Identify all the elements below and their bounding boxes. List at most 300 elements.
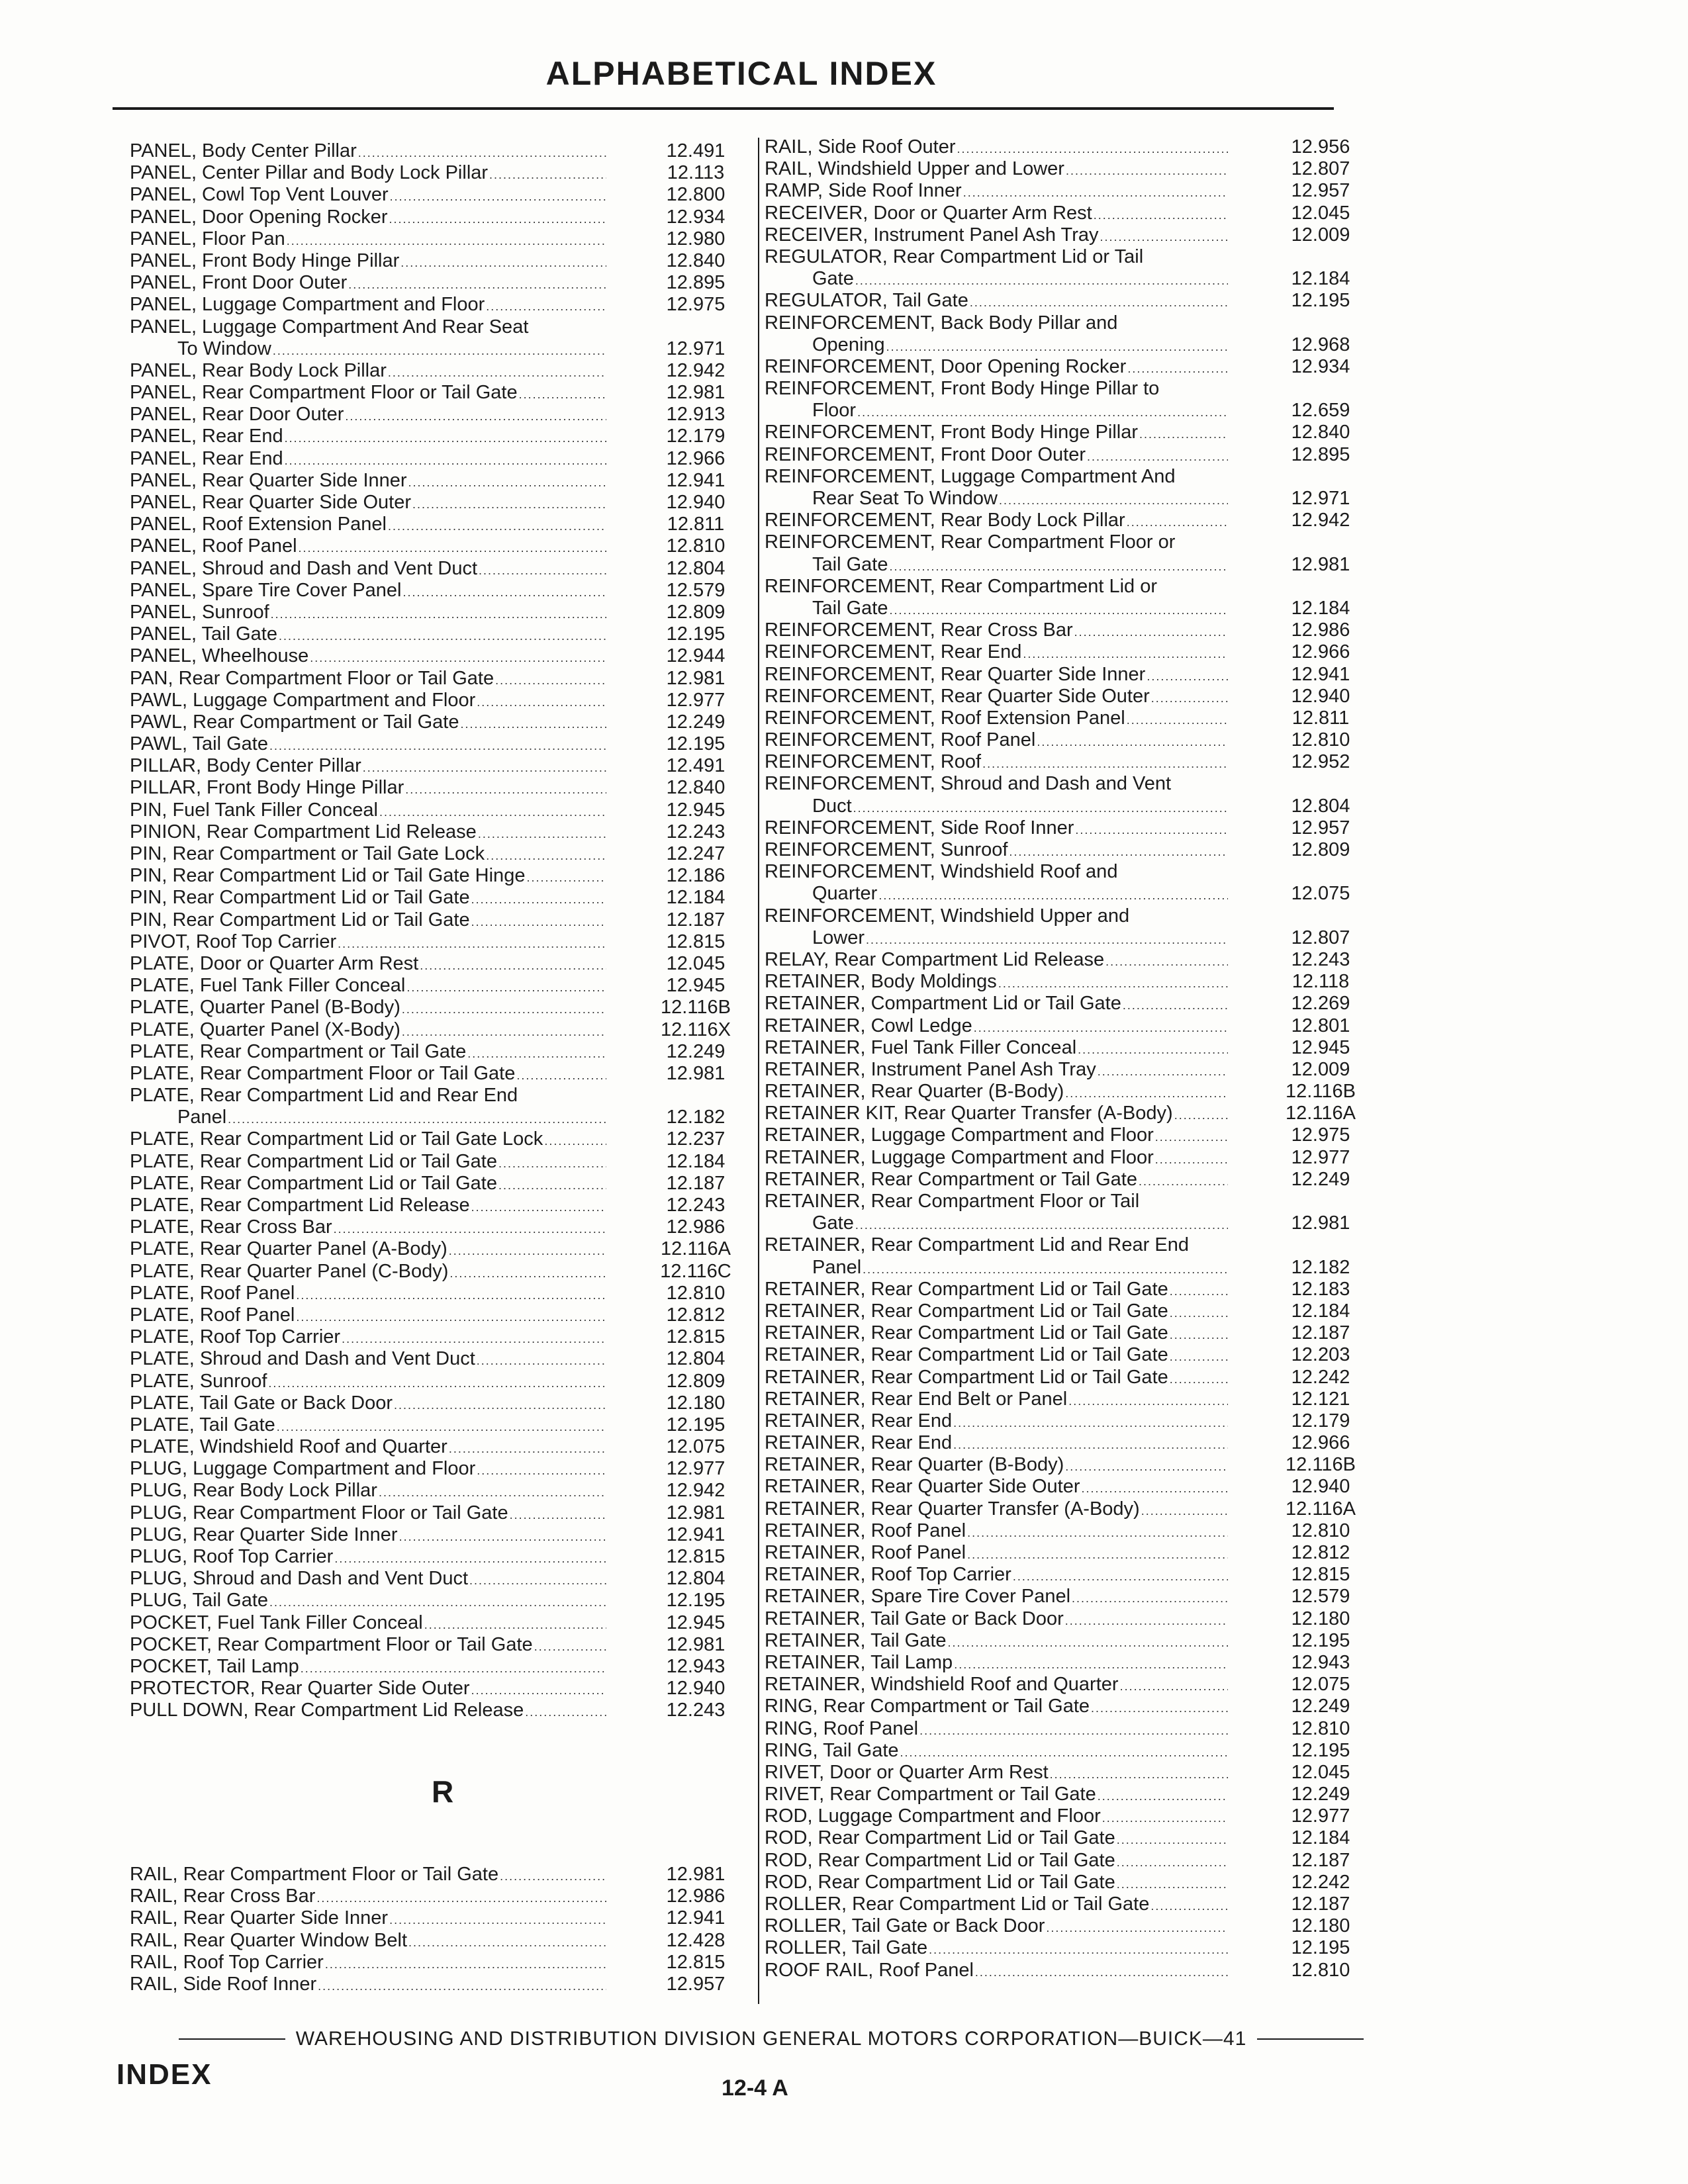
leader-dots [1009,841,1228,863]
entry-name [130,1107,606,1130]
entry-name-text: PLATE, Sunroof [130,1370,267,1392]
entry-name-text: PANEL, Sunroof [130,601,269,623]
index-entry [130,1326,759,1348]
leader-dots [296,1306,606,1328]
index-entry [765,268,1374,290]
entry-name [130,206,606,230]
entry-name [130,1128,606,1152]
leader-dots [316,1888,606,1909]
entry-page: 12.815 [666,1326,726,1348]
entry-name-text: RETAINER, Rear Compartment Lid or Tail Gate [765,1278,1168,1300]
leader-dots [1117,1852,1228,1874]
entry-name [130,1886,606,1909]
entry-name-text: Floor [812,400,857,422]
index-entry [765,817,1374,839]
entry-name [130,909,606,933]
entry-page: 12.045 [1291,1761,1350,1783]
entry-name [130,799,606,823]
entry-name [765,1344,1228,1368]
entry-name-text: PLATE, Rear Compartment Lid or Tail Gate [130,1150,497,1172]
leader-dots [1098,1786,1228,1807]
entry-name [765,641,1228,665]
entry-page: 12.941 [1291,663,1350,685]
entry-name-text: Panel [812,1256,862,1278]
entry-name-text: PANEL, Luggage Compartment And Rear Seat [130,316,529,338]
entry-page: 12.810 [1291,1959,1350,1981]
entry-name-text: PLATE, Roof Top Carrier [130,1326,341,1348]
entry-name-text: POCKET, Fuel Tank Filler Conceal [130,1612,423,1633]
index-entry [765,422,1374,443]
entry-name [765,466,1228,488]
entry-name [765,883,1228,907]
entry-page: 12.942 [1291,510,1350,531]
index-entry [765,356,1374,378]
entry-page: 12.942 [666,359,726,381]
entry-name [130,1326,606,1350]
leader-dots [399,1526,606,1548]
leader-dots [477,1460,606,1482]
index-entry [130,645,759,667]
leader-dots [478,823,606,845]
entry-name-text: REINFORCEMENT, Windshield Roof and [765,861,1118,883]
leader-dots [1151,688,1228,709]
index-entry [130,975,759,997]
index-entry [130,1458,759,1480]
index-entry [130,1085,759,1107]
index-entry [130,1261,759,1283]
entry-name-text: ROLLER, Rear Compartment Lid or Tail Gate [765,1893,1150,1915]
index-entry [130,1656,759,1678]
index-entry [765,1454,1374,1476]
entry-name-text: RETAINER, Rear Compartment Lid and Rear End [765,1234,1189,1256]
entry-name-text: Gate [812,268,854,290]
index-entry [765,312,1374,334]
index-entry [765,1674,1374,1696]
entry-name [765,664,1228,688]
entry-name [765,1872,1228,1895]
entry-name-text: RAIL, Rear Cross Bar [130,1886,316,1907]
entry-name [765,290,1228,314]
index-entry [765,971,1374,993]
leader-dots [285,450,606,472]
index-entry [765,1542,1374,1564]
entry-name [130,975,606,999]
entry-page: 12.804 [1291,795,1350,817]
entry-name-text: Quarter [812,883,878,905]
entry-name-text: PAWL, Tail Gate [130,733,268,755]
entry-name [765,246,1228,268]
index-entry [130,843,759,865]
entry-name [130,338,606,362]
index-entry [765,1191,1374,1212]
leader-dots [1068,1390,1228,1412]
entry-name-text: RAIL, Side Roof Inner [130,1973,317,1995]
entry-name [765,224,1228,248]
entry-name [765,444,1228,468]
entry-page: 12.491 [666,140,726,161]
entry-name [765,1410,1228,1434]
index-entry [765,1410,1374,1432]
entry-page: 12.428 [666,1929,726,1951]
index-entry [130,492,759,514]
index-entry [765,554,1374,576]
leader-dots [1139,1171,1228,1193]
entry-name [130,1568,606,1592]
entry-name [765,1147,1228,1171]
page-title: ALPHABETICAL INDEX [545,55,937,92]
entry-name-text: RETAINER, Instrument Panel Ash Tray [765,1058,1096,1080]
entry-name-text: PANEL, Door Opening Rocker [130,206,388,228]
entry-name-text: REINFORCEMENT, Roof Extension Panel [765,707,1125,729]
entry-page: 12.075 [666,1436,726,1458]
entry-name-text: RETAINER, Tail Lamp [765,1651,953,1673]
leader-dots [449,1263,606,1285]
index-entry [130,1524,759,1546]
index-entry [765,598,1374,619]
entry-name-text: REINFORCEMENT, Rear Quarter Side Outer [765,685,1150,707]
leader-dots [363,757,606,779]
entry-name-text: PLATE, Roof Panel [130,1282,295,1304]
entry-page: 12.809 [666,1370,726,1392]
index-entry [130,1128,759,1150]
entry-name-text: PANEL, Center Pillar and Body Lock Pillar [130,162,489,184]
entry-name [130,426,606,449]
entry-name-text: RETAINER, Roof Panel [765,1542,966,1563]
entry-name [130,821,606,845]
entry-name [130,1348,606,1372]
entry-name-text: RAIL, Rear Quarter Window Belt [130,1929,408,1951]
entry-name-text: RETAINER, Cowl Ledge [765,1015,972,1036]
leader-dots [408,1932,606,1954]
leader-dots [334,1218,606,1240]
leader-dots [510,1504,606,1526]
footer-dash-left [179,2038,285,2040]
entry-name-text: REINFORCEMENT, Roof [765,751,982,773]
entry-page: 12.116B [1286,1081,1356,1103]
entry-name-text: PANEL, Floor Pan [130,228,285,250]
entry-page: 12.187 [666,1172,726,1194]
index-entry [130,1952,759,1974]
index-entry [765,927,1374,949]
entry-name [130,272,606,296]
entry-name [130,184,606,208]
leader-dots [1127,709,1228,731]
entry-page: 12.195 [666,1590,726,1612]
index-entry [765,1718,1374,1740]
leader-dots [1098,1061,1228,1083]
entry-name [765,531,1228,553]
right-column [765,136,1374,1981]
entry-page: 12.966 [1291,1432,1350,1454]
entry-page: 12.810 [1291,1717,1350,1739]
leader-dots [1075,819,1228,841]
index-entry [765,1322,1374,1344]
entry-name-text: Lower [812,927,865,948]
entry-name [130,733,606,757]
entry-name [765,751,1228,775]
entry-page: 12.659 [1291,400,1350,422]
entry-page: 12.957 [1291,180,1350,202]
entry-name-text: PIN, Rear Compartment Lid or Tail Gate Hinge [130,865,526,887]
index-entry [130,1216,759,1238]
index-entry [130,338,759,360]
entry-page: 12.977 [666,1458,726,1480]
leader-dots [406,977,606,999]
entry-name-text: RETAINER, Rear Quarter Side Outer [765,1476,1080,1498]
entry-name [130,1502,606,1526]
entry-name-text: PIN, Rear Compartment or Tail Gate Lock [130,843,485,864]
entry-name-text: PAWL, Luggage Compartment and Floor [130,689,476,711]
leader-dots [325,1954,606,1976]
entry-page: 12.957 [666,1973,726,1995]
index-entry [765,905,1374,927]
leader-dots [1074,621,1228,643]
entry-name [765,1037,1228,1061]
entry-name [765,1103,1228,1126]
entry-page: 12.980 [666,228,726,250]
entry-page: 12.195 [666,623,726,645]
index-entry [765,1169,1374,1191]
entry-page: 12.815 [666,1951,726,1973]
leader-dots [953,1412,1228,1434]
entry-name-text: PANEL, Body Center Pillar [130,140,357,161]
entry-page: 12.966 [666,447,726,469]
leader-dots [348,274,606,296]
entry-page: 12.952 [1291,751,1350,773]
entry-name-text: PANEL, Rear Quarter Side Inner [130,469,407,491]
entry-name-text: PLATE, Rear Compartment Lid or Tail Gate Lock [130,1128,543,1150]
leader-dots [1065,1610,1228,1632]
leader-dots [296,1285,606,1306]
leader-dots [471,1197,606,1218]
leader-dots [953,1434,1228,1456]
entry-name-text: REINFORCEMENT, Sunroof [765,839,1008,860]
entry-name-text: RETAINER, Spare Tire Cover Panel [765,1586,1071,1608]
entry-name-text: PLATE, Quarter Panel (X-Body) [130,1019,400,1040]
entry-page: 12.247 [666,843,726,864]
entry-name [130,514,606,537]
entry-name-text: PANEL, Roof Extension Panel [130,514,387,535]
index-entry [765,751,1374,773]
index-entry [130,777,759,799]
entry-page: 12.195 [1291,1937,1350,1959]
entry-name [765,1191,1228,1212]
entry-page: 12.986 [666,1886,726,1907]
entry-page: 12.981 [666,1062,726,1084]
leader-dots [379,801,606,823]
index-entry [130,997,759,1019]
leader-dots [268,1373,606,1394]
leader-dots [889,556,1228,578]
entry-name-text: REINFORCEMENT, Back Body Pillar and [765,312,1118,334]
leader-dots [544,1130,606,1152]
entry-name-text: Tail Gate [812,597,888,619]
index-entry [130,1348,759,1370]
entry-name-text: RETAINER, Body Moldings [765,971,997,993]
index-entry [765,531,1374,553]
entry-name-text: PLATE, Shroud and Dash and Vent Duct [130,1348,475,1370]
entry-page: 12.977 [666,689,726,711]
entry-page: 12.579 [1291,1586,1350,1608]
leader-dots [471,889,606,911]
entry-page: 12.804 [666,1568,726,1590]
entry-name-text: RETAINER, Tail Gate [765,1629,947,1651]
entry-name-text: PIN, Rear Compartment Lid or Tail Gate [130,887,470,909]
entry-name [130,360,606,384]
entry-name-text: RETAINER, Tail Gate or Back Door [765,1608,1064,1629]
leader-dots [1150,1895,1228,1917]
entry-page: 12.975 [666,294,726,316]
entry-page: 12.815 [666,1546,726,1567]
leader-dots [495,670,606,692]
leader-dots [390,186,606,208]
entry-name-text: Duct [812,795,852,817]
index-entry [765,1608,1374,1630]
entry-page: 12.800 [666,184,726,206]
index-entry [130,821,759,843]
leader-dots [1078,1039,1228,1061]
index-entry [130,1480,759,1502]
entry-name [765,861,1228,883]
leader-dots [919,1720,1228,1742]
entry-page: 12.812 [666,1304,726,1326]
entry-name [765,510,1228,533]
leader-dots [1094,205,1228,226]
entry-page: 12.810 [1291,1520,1350,1541]
entry-page: 12.810 [1291,729,1350,751]
entry-page: 12.009 [1291,224,1350,246]
entry-page: 12.942 [666,1480,726,1502]
entry-page: 12.187 [1291,1849,1350,1871]
index-entry [765,729,1374,751]
entry-name [765,1432,1228,1456]
index-entry [765,664,1374,686]
entry-name-text: ROOF RAIL, Roof Panel [765,1959,974,1981]
entry-page: 12.804 [666,557,726,579]
leader-dots [279,625,606,647]
leader-dots [389,1909,606,1931]
index-entry [765,1564,1374,1586]
entry-name [765,378,1228,400]
entry-name [765,927,1228,951]
entry-name-text: REINFORCEMENT, Rear Quarter Side Inner [765,663,1146,685]
index-entry [765,1893,1374,1915]
entry-name-text: POCKET, Tail Lamp [130,1655,299,1677]
entry-name-text: REINFORCEMENT, Luggage Compartment And [765,465,1176,487]
entry-name [765,1300,1228,1324]
index-entry [765,619,1374,641]
entry-name-text: PILLAR, Body Center Pillar [130,755,361,777]
leader-dots [1013,1566,1228,1588]
entry-name [765,1542,1228,1566]
entry-page: 12.840 [666,250,726,271]
entry-page: 12.187 [1291,1893,1350,1915]
entry-name [130,865,606,889]
index-entry [765,1015,1374,1037]
entry-name-text: PANEL, Rear Door Outer [130,404,344,426]
index-entry [130,1019,759,1041]
entry-page: 12.971 [666,338,726,359]
entry-name [130,1952,606,1976]
entry-page: 12.116A [1286,1103,1356,1124]
entry-name-text: PIVOT, Roof Top Carrier [130,931,337,952]
entry-page: 12.840 [666,777,726,799]
entry-page: 12.940 [666,1678,726,1700]
entry-name-text: RAMP, Side Roof Inner [765,180,962,202]
index-entry [130,426,759,447]
leader-dots [534,1636,606,1658]
entry-page: 12.812 [1291,1542,1350,1563]
entry-page: 12.944 [666,645,726,667]
index-entry [130,250,759,272]
entry-name-text: PIN, Fuel Tank Filler Conceal [130,799,379,821]
entry-page: 12.966 [1291,641,1350,663]
entry-page: 12.809 [1291,839,1350,860]
index-entry [130,909,759,931]
entry-page: 12.045 [666,952,726,974]
entry-name-text: Panel [177,1107,227,1128]
entry-name-text: PANEL, Cowl Top Vent Louver [130,184,389,206]
index-entry [765,1696,1374,1717]
leader-dots [982,753,1228,775]
entry-name-text: PLUG, Luggage Compartment and Floor [130,1458,476,1480]
leader-dots [460,713,606,735]
entry-name-text: PANEL, Rear End [130,426,283,447]
index-entry [130,184,759,206]
index-entry [765,224,1374,246]
leader-dots [285,428,606,449]
entry-name-text: RETAINER, Rear Compartment Lid or Tail Gate [765,1322,1168,1344]
entry-page: 12.941 [666,469,726,491]
index-entry [130,1502,759,1524]
index-entry [765,1344,1374,1366]
leader-dots [388,362,606,384]
entry-name-text: To Window [177,338,271,359]
entry-page: 12.243 [1291,948,1350,970]
entry-name [130,777,606,801]
index-entry [130,1173,759,1195]
leader-dots [1065,1456,1228,1478]
leader-dots [1127,358,1228,380]
entry-name [765,1257,1228,1281]
entry-name-text: Opening [812,334,885,355]
entry-name [130,140,606,164]
index-entry [130,1974,759,1995]
entry-page: 12.895 [1291,443,1350,465]
leader-dots [277,1416,606,1438]
leader-dots [467,1043,606,1065]
index-entry [130,711,759,733]
index-entry [765,1850,1374,1872]
entry-name-text: RAIL, Windshield Upper and Lower [765,158,1064,180]
entry-page: 12.113 [667,162,725,184]
entry-name [130,1063,606,1087]
leader-dots [855,270,1228,292]
leader-dots [1100,226,1228,248]
footer-dash-right [1257,2038,1364,2040]
index-entry [765,1805,1374,1827]
entry-name-text: REINFORCEMENT, Rear End [765,641,1022,663]
leader-dots [489,164,606,186]
entry-page: 12.941 [666,1524,726,1545]
index-entry [130,558,759,580]
entry-page: 12.116C [660,1260,731,1282]
entry-name-text: RETAINER, Rear Compartment Floor or Tail [765,1191,1140,1212]
index-entry [765,1630,1374,1652]
entry-page: 12.118 [1291,971,1350,993]
entry-name-text: ROD, Rear Compartment Lid or Tail Gate [765,1827,1115,1849]
entry-name [765,1234,1228,1256]
